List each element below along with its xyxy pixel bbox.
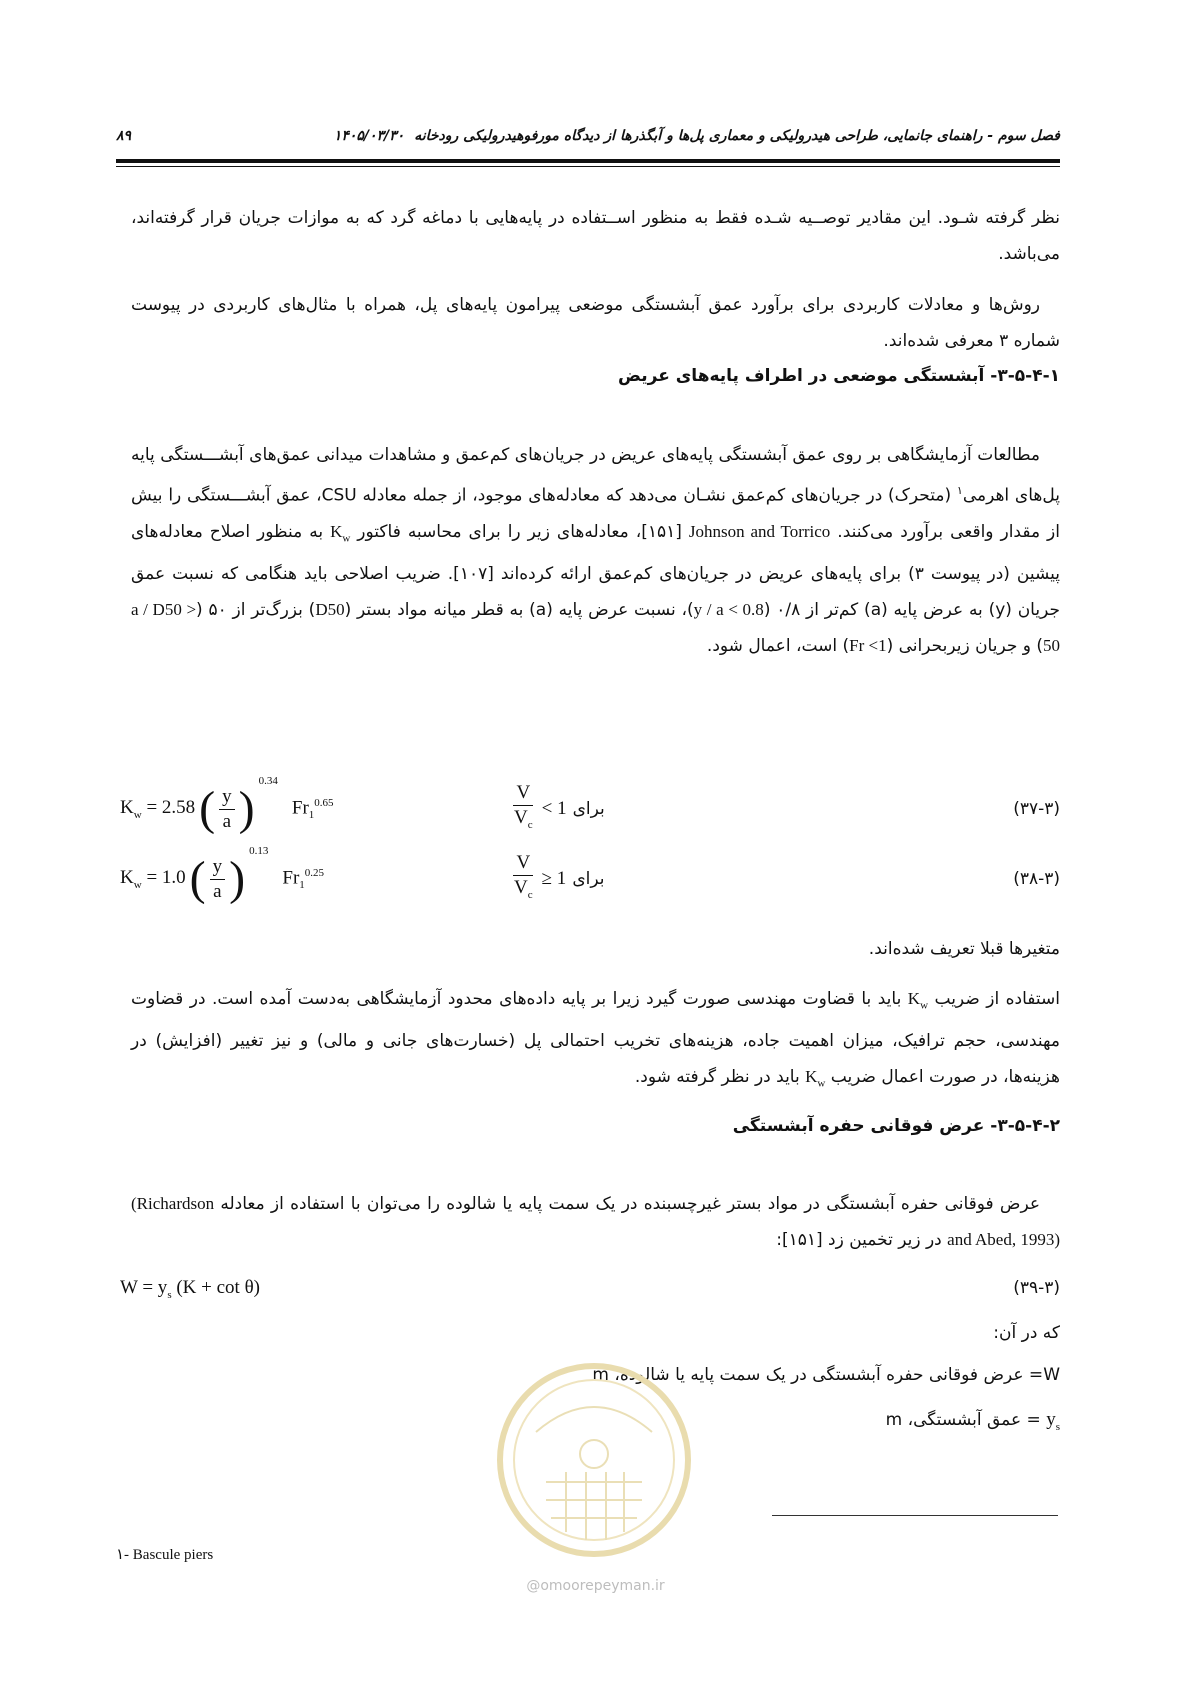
watermark-logo-icon [496,1362,692,1558]
equation-39-formula: $W = y_s$ (K + cot θ) [120,1277,260,1301]
running-header [116,128,1060,150]
expr-ad50: a / D50 > 50 [131,600,1060,656]
kw-symbol: $K_w$ [330,521,351,545]
header-rule-thin [116,166,1060,167]
citation: Johnson and Torrico [688,521,831,541]
eq37-fr-exp: 0.65 [314,796,334,809]
eq37-exp: 0.34 [258,775,278,787]
equation-37-number: (۳۷-۳) [1013,799,1060,819]
variables-defined: متغیرها قبلا تعریف شده‌اند. [868,939,1060,959]
header-title: فصل سوم - راهنمای جانمایی، طراحی هیدرولیکی و معماری پل‌ها و آبگذرها از دیدگاه مورفوهیدرولیکی رودخانه۱۴۰۵/۰۳/۳۰ [333,128,1060,144]
equation-38-formula: $K_w = 1.0$ ( $\frac{y}{a}$ ) $^{0.13}$ $Fr_1^{0.25}$ [120,845,325,905]
page-number: ۸۹ [116,128,132,144]
citation-2: (Richardson and Abed, 1993) [131,1194,1060,1249]
section-heading-2: ۳-۵-۴-۲- عرض فوقانی حفره آبشستگی [732,1116,1060,1136]
where-label: که در آن: [993,1323,1060,1343]
watermark-text: @omoorepeyman.ir [526,1578,665,1594]
equation-37 [116,777,1060,841]
equation-38-number: (۳۸-۳) [1013,869,1060,889]
eq38-exp: 0.13 [249,845,269,857]
eq37-coef: 2.58 [161,797,196,819]
definition-w: W= عرض فوقانی حفره آبشستگی در یک سمت پایه یا شالوده، m [592,1365,1060,1385]
section2-paragraph: عرض فوقانی حفره آبشستگی در مواد بستر غیرچسبنده در یک سمت پایه یا شالوده را می‌توان با استفاده از معادله (Richardson and Abed, 1993) در زیر تخمین زد [۱۵۱]: [131,1194,1060,1250]
header-rule [116,159,1060,163]
definition-ys: $y_s$ = عمق آبشستگی، m [885,1409,1060,1433]
eq38-fr-exp: 0.25 [304,866,325,879]
intro-paragraph-1: نظر گرفته شـود. این مقادیر توصــیه شـده فقط به منظور اســتفاده در پایه‌هایی با دماغه گرد که به موازات جریان قرار گرفته‌اند، می‌باشد. [131,208,1060,264]
equation-39-number: (۳۹-۳) [1013,1278,1060,1298]
section1-paragraph: مطالعات آزمایشگاهی بر روی عمق آبشستگی پایه‌های عریض در جریان‌های کم‌عمق و مشاهدات میدانی عمق‌های آبشـــستگی پایه پل‌های اهرمی$^۱$ (متحرک) در جریان‌های کم‌عمق نشـان می‌دهد که معادله‌های موجود، از جمله معادله CSU، عمق آبشـــستگی را بیش از مقدار واقعی برآورد می‌کنند. Johnson and Torrico [۱۵۱]، معادله‌های زیر را برای محاسبه فاکتور $K_w$ به منظور اصلاح معادله‌های پیشین (در پیوست ۳) برای پایه‌های عریض در جریان‌های کم‌عمق ارائه کرده‌اند [۱۰۷]. ضریب اصلاحی باید هنگامی که نسبت عمق جریان (y) به عرض پایه (a) کم‌تر از ۰/۸ (y / a < 0.8)، نسبت عرض پایه (a) به قطر میانه مواد بستر (D50) بزرگ‌تر از ۵۰ (a / D50 > 50) و جریان زیربحرانی (Fr <1) است، اعمال شود. [131,445,1060,657]
equation-39 [116,1270,1060,1306]
expr-d50: D50 [315,600,345,620]
header-date: ۱۴۰۵/۰۳/۳۰ [333,128,405,144]
kw-usage-paragraph: استفاده از ضریب $K_w$ باید با قضاوت مهندسی صورت گیرد زیرا بر پایه داده‌های محدود آزمایشگاهی به‌دست آمده است. در قضاوت مهندسی، حجم ترافیک، میزان اهمیت جاده، هزینه‌های تخریب احتمالی پل (خسارت‌های جانی و مالی) و نیز تغییر (افزایش) در هزینه‌ها، در صورت اعمال ضریب $K_w$ باید در نظر گرفته شود. [131,989,1061,1090]
equation-37-condition: $\frac{V}{V_c}$ < 1 برای [514,782,605,831]
expr-ya: y / a < 0.8 [693,600,764,620]
intro-paragraph-2: روش‌ها و معادلات کاربردی برای برآورد عمق آبشستگی موضعی پیرامون پایه‌های پل، همراه با مثال‌های کاربردی در پیوست شماره ۳ معرفی شده‌اند. [131,295,1060,351]
equation-38-condition: $\frac{V}{V_c}$ ≥ 1 برای [514,852,605,901]
footnote: ۱- Bascule piers [116,1547,214,1563]
expr-fr: Fr <1 [849,636,887,656]
equation-37-formula: $K_w = 2.58$ ( $\frac{y}{a}$ ) $^{0.34}$ $Fr_1^{0.65}$ [120,775,334,835]
eq38-coef: 1.0 [161,867,186,889]
equation-38 [116,847,1060,911]
eq37-cond: < 1 [541,798,567,819]
footnote-ref[interactable]: ۱ [956,484,963,497]
eq38-cond: ≥ 1 [541,868,567,889]
footnote-rule [772,1515,1058,1516]
section-heading-1: ۳-۵-۴-۱- آبشستگی موضعی در اطراف پایه‌های عریض [618,366,1060,386]
